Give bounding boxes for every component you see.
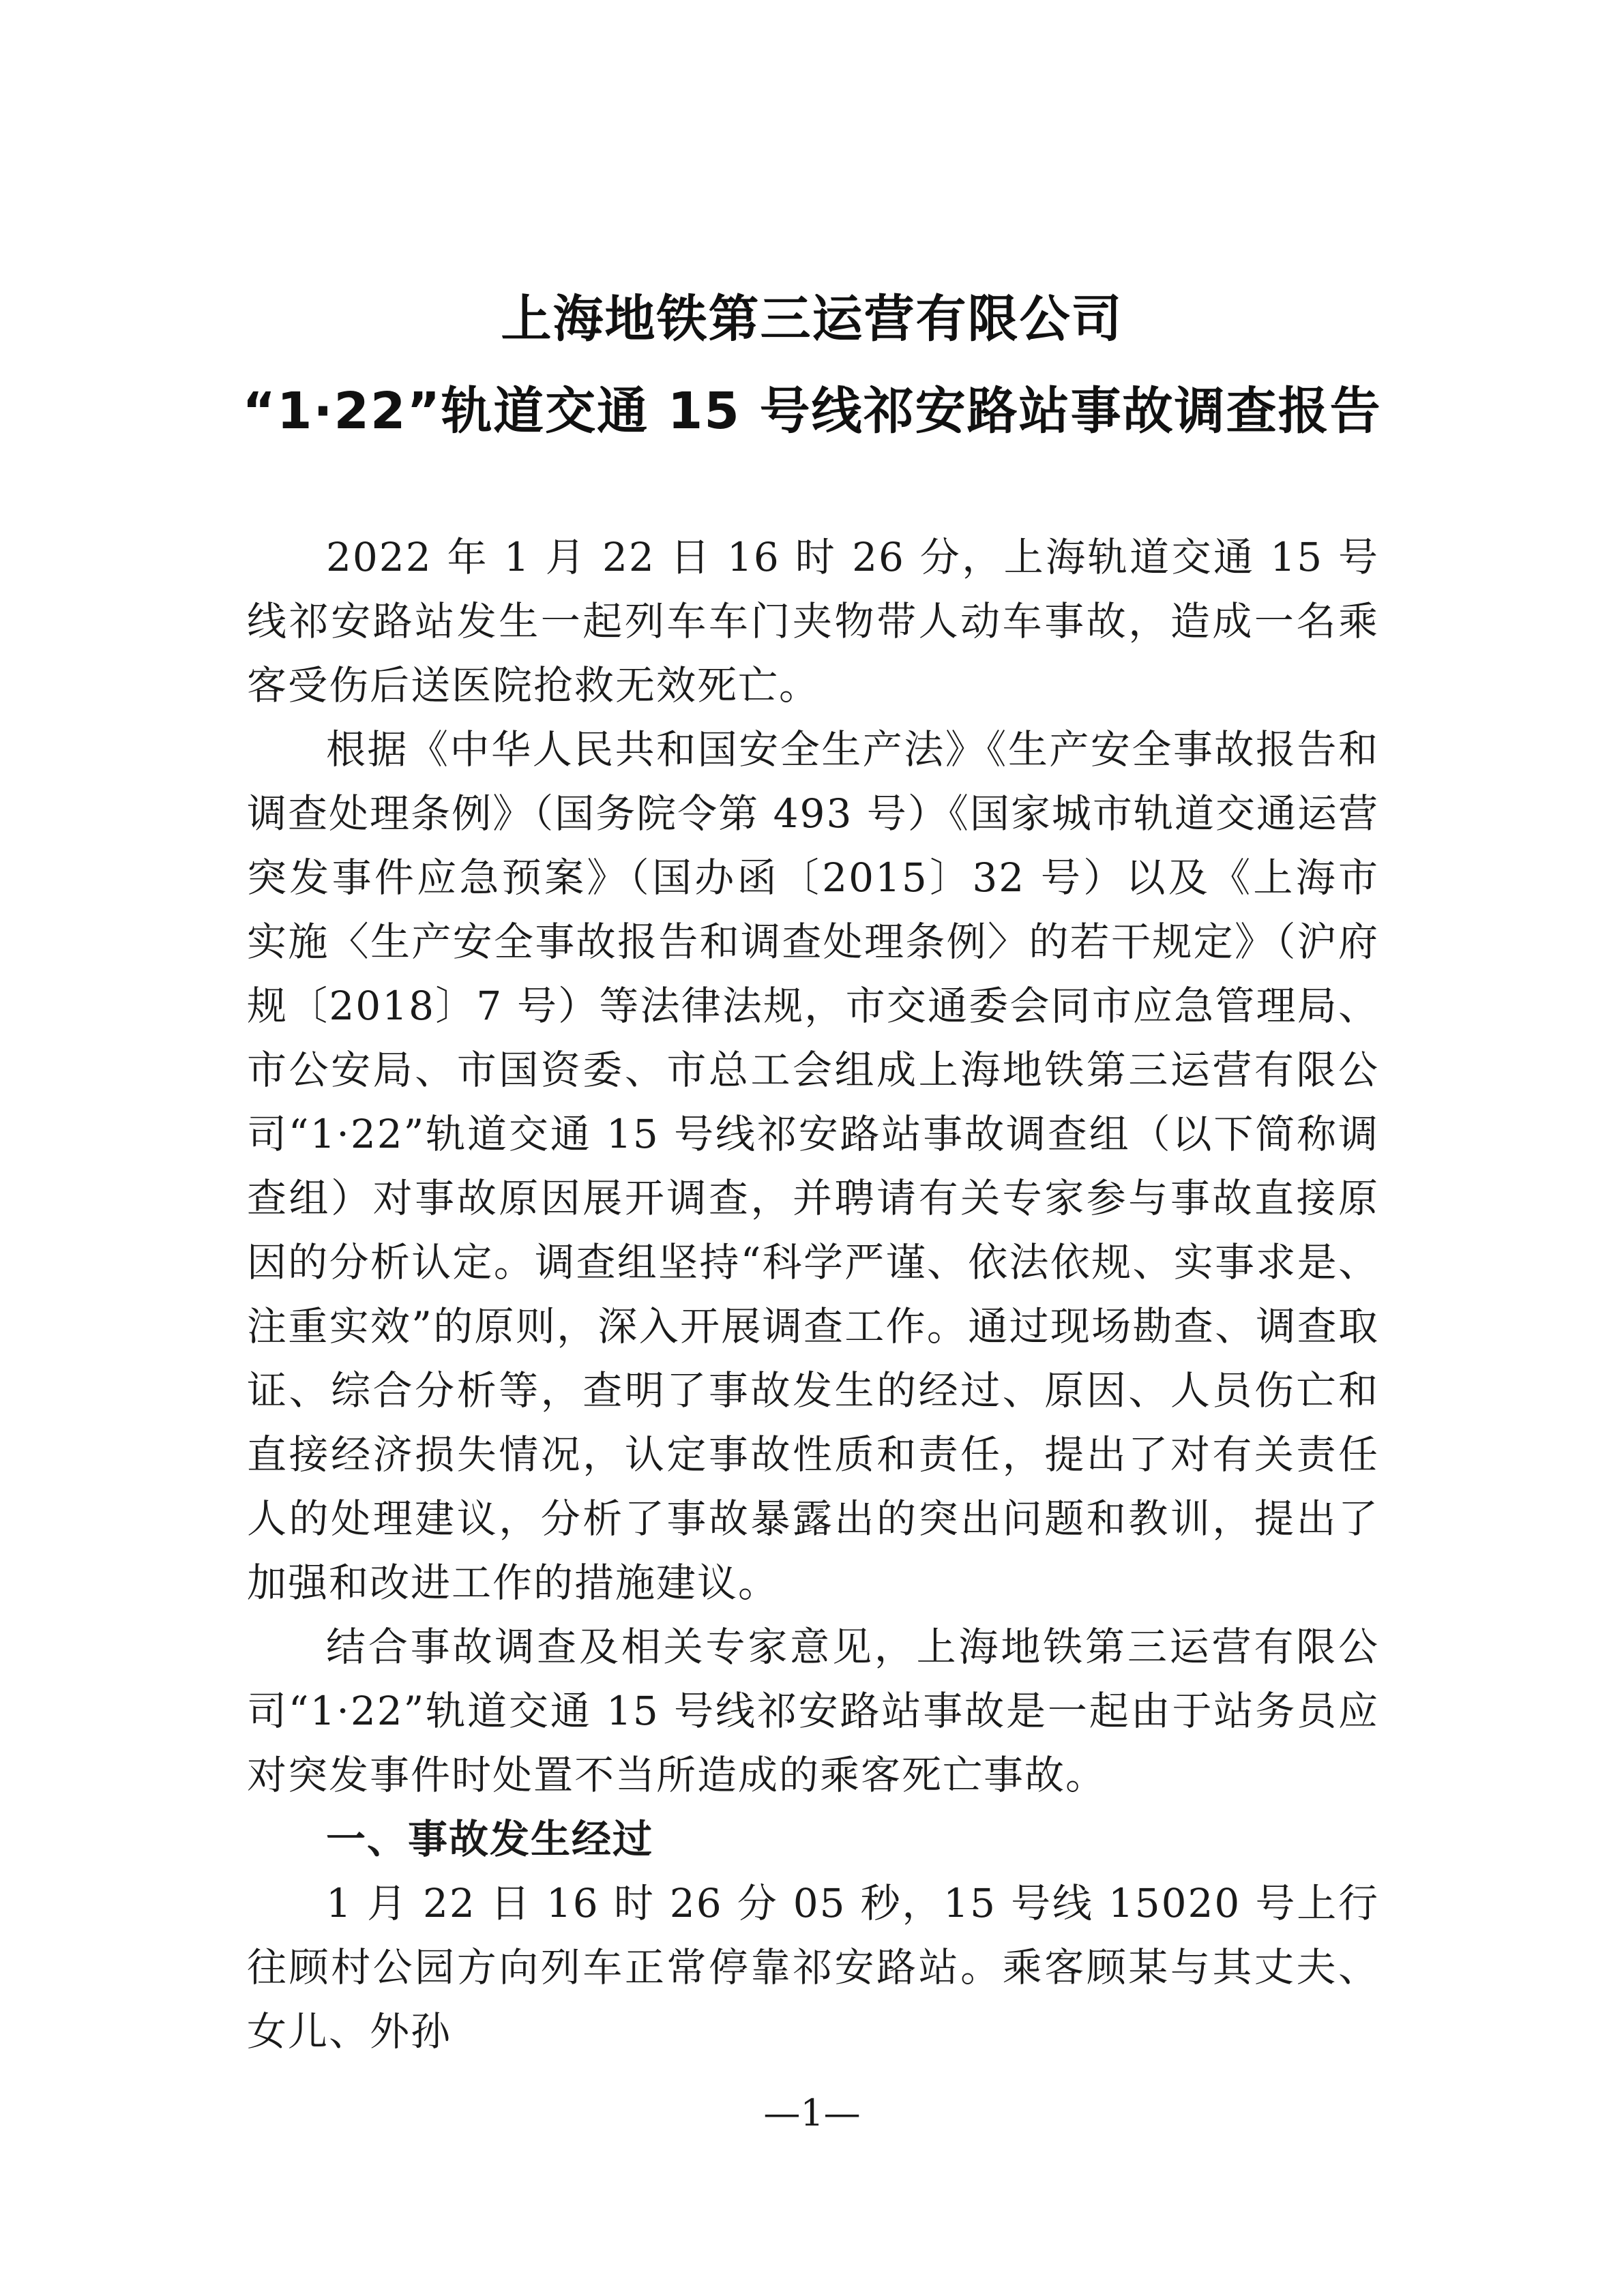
section-heading: 一、事故发生经过: [326, 1816, 654, 1862]
document-title-line1: 上海地铁第三运营有限公司: [501, 290, 1123, 348]
document-body: [247, 525, 1379, 2063]
paragraph-conclusion: 结合事故调查及相关专家意见，上海地铁第三运营有限公司“1·22”轨道交通 15 号线祁安路站事故是一起由于站务员应对突发事件时处置不当所造成的乘客死亡事故。: [247, 1624, 1379, 1798]
paragraph-legal-basis: 根据《中华人民共和国安全生产法》《生产安全事故报告和调查处理条例》（国务院令第 493 号）《国家城市轨道交通运营突发事件应急预案》（国办函〔2015〕32 号）以及《上海市实施〈生产安全事故报告和调查处理条例〉的若干规定》（沪府规〔2018〕7 号）等法律法规，市交通委会同市应急管理局、市公安局、市国资委、市总工会组成上海地铁第三运营有限公司“1·22”轨道交通 15 号线祁安路站事故调查组（以下简称调查组）对事故原因展开调查，并聘请有关专家参与事故直接原因的分析认定。调查组坚持“科学严谨、依法依规、实事求是、注重实效”的原则，深入开展调查工作。通过现场勘查、调查取证、综合分析等，查明了事故发生的经过、原因、人员伤亡和直接经济损失情况，认定事故性质和责任，提出了对有关责任人的处理建议，分析了事故暴露出的突出问题和教训，提出了加强和改进工作的措施建议。: [247, 726, 1379, 1606]
document-title-line2: “1·22”轨道交通 15 号线祁安路站事故调查报告: [242, 382, 1382, 441]
paragraph-intro: 2022 年 1 月 22 日 16 时 26 分，上海轨道交通 15 号线祁安路站发生一起列车车门夹物带人动车事故，造成一名乘客受伤后送医院抢救无效死亡。: [247, 534, 1379, 709]
page-number: —1—: [763, 2091, 861, 2134]
section-paragraph: 1 月 22 日 16 时 26 分 05 秒，15 号线 15020 号上行往顾村公园方向列车正常停靠祁安路站。乘客顾某与其丈夫、女儿、外孙: [247, 1880, 1379, 2055]
